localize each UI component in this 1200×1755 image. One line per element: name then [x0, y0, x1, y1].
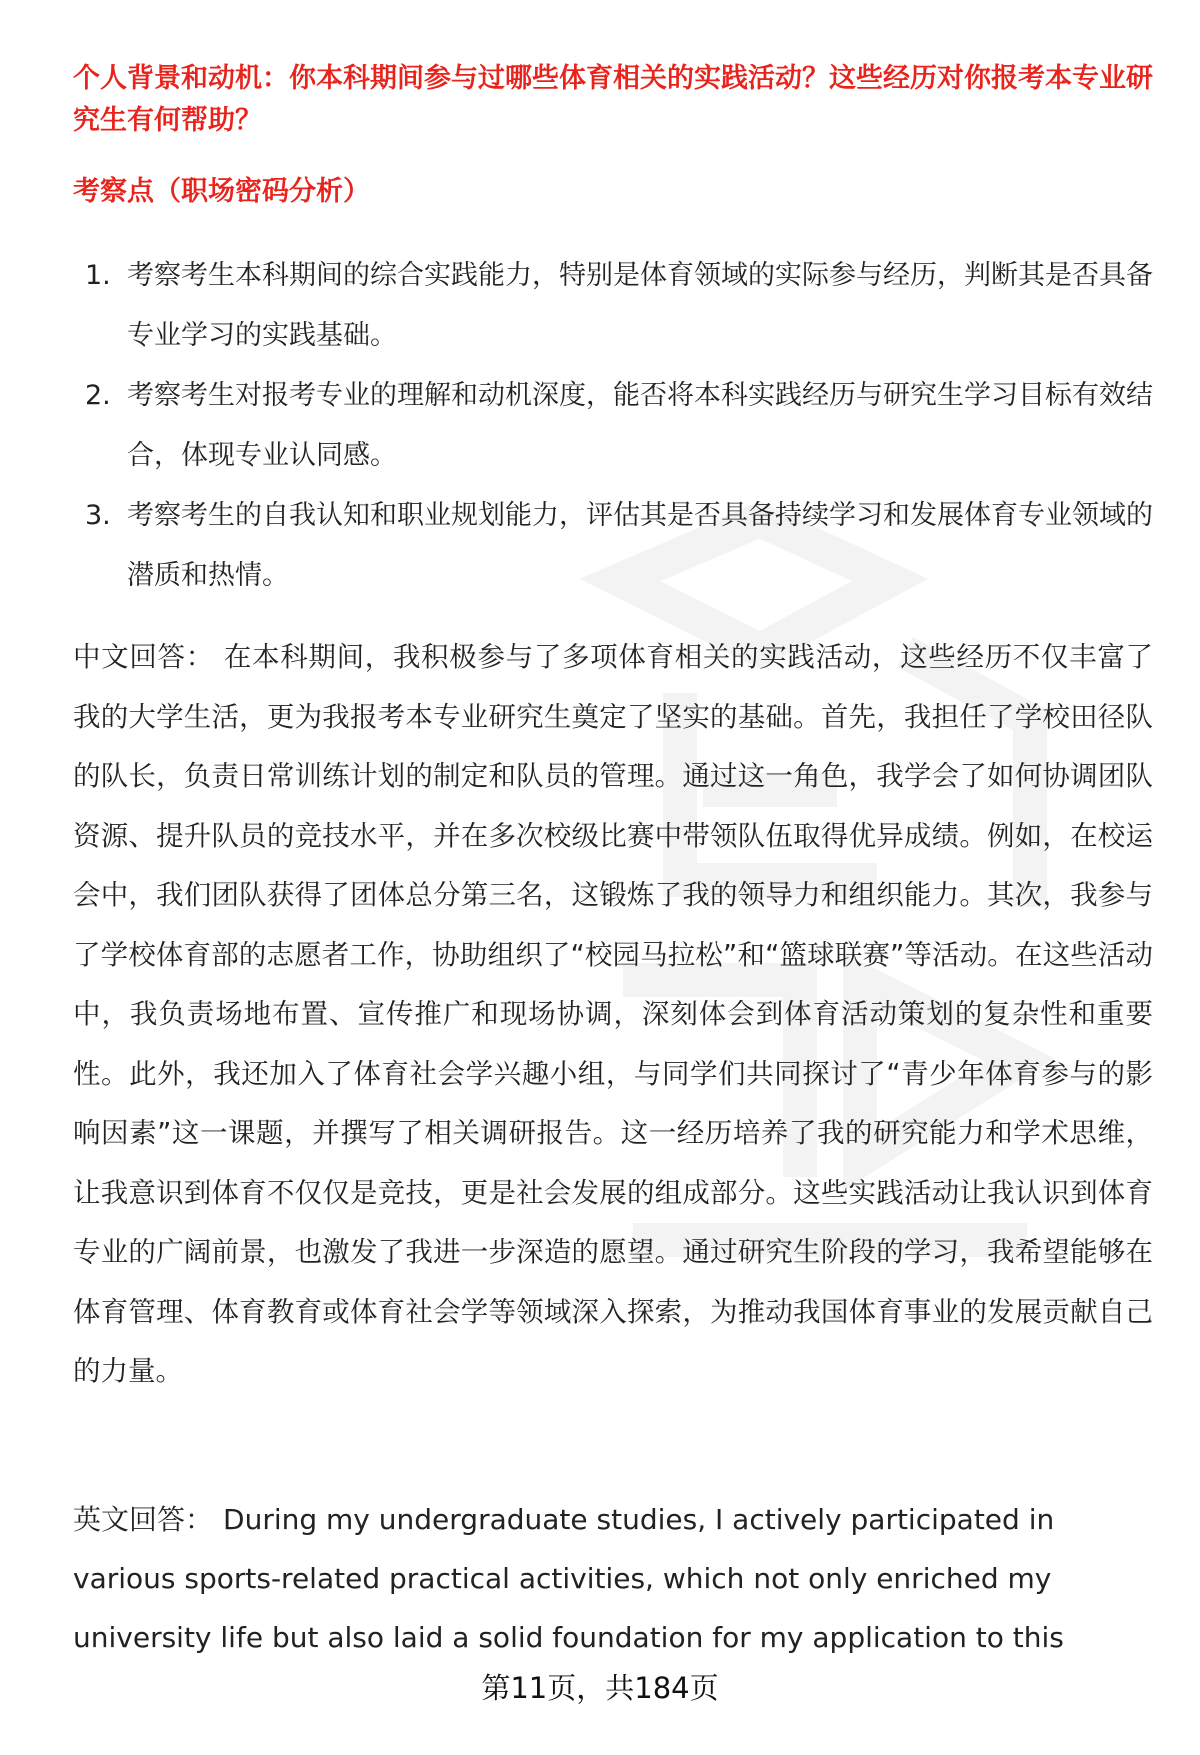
list-item: [73, 366, 1153, 486]
chinese-answer-text: 在本科期间，我积极参与了多项体育相关的实践活动，这些经历不仅丰富了我的大学生活，更为我报考本专业研究生奠定了坚实的基础。首先，我担任了学校田径队的队长，负责日常训练计划的制定和队员的管理。通过这一角色，我学会了如何协调团队资源、提升队员的竞技水平，并在多次校级比赛中带领队伍取得优异成绩。例如，在校运会中，我们团队获得了团体总分第三名，这锻炼了我的领导力和组织能力。其次，我参与了学校体育部的志愿者工作，协助组织了“校园马拉松”和“篮球联赛”等活动。在这些活动中，我负责场地布置、宣传推广和现场协调，深刻体会到体育活动策划的复杂性和重要性。此外，我还加入了体育社会学兴趣小组，与同学们共同探讨了“青少年体育参与的影响因素”这一课题，并撰写了相关调研报告。这一经历培养了我的研究能力和学术思维，让我意识到体育不仅仅是竞技，更是社会发展的组成部分。这些实践活动让我认识到体育专业的广阔前景，也激发了我进一步深造的愿望。通过研究生阶段的学习，我希望能够在体育管理、体育教育或体育社会学等领域深入探索，为推动我国体育事业的发展贡献自己的力量。: [73, 641, 1154, 1387]
assessment-points-list: [73, 246, 1153, 606]
chinese-answer-label: 中文回答：: [73, 641, 214, 673]
english-answer-paragraph: [73, 1490, 1153, 1667]
list-item-number: 3.: [85, 500, 111, 531]
chinese-answer-paragraph: [73, 628, 1153, 1402]
english-answer-label: 英文回答：: [73, 1503, 214, 1536]
list-item: [73, 246, 1153, 366]
list-item-text: 考察考生的自我认知和职业规划能力，评估其是否具备持续学习和发展体育专业领域的潜质和热情。: [127, 500, 1153, 591]
section-title: 考察点（职场密码分析）: [73, 176, 370, 207]
list-item-number: 2.: [85, 380, 111, 411]
list-item-number: 1.: [85, 260, 111, 291]
english-answer-text: During my undergraduate studies, I actively participated in various sports-related practical activities, which not only enriched my university life but also laid a solid foundation for my application to this: [73, 1503, 1064, 1654]
page-number-footer: 第11页，共184页: [481, 1671, 719, 1705]
list-item: [73, 486, 1153, 606]
list-item-text: 考察考生本科期间的综合实践能力，特别是体育领域的实际参与经历，判断其是否具备专业学习的实践基础。: [127, 260, 1153, 351]
question-heading: 个人背景和动机：你本科期间参与过哪些体育相关的实践活动？这些经历对你报考本专业研究生有何帮助？: [73, 63, 1153, 136]
list-item-text: 考察考生对报考专业的理解和动机深度，能否将本科实践经历与研究生学习目标有效结合，体现专业认同感。: [127, 380, 1153, 471]
